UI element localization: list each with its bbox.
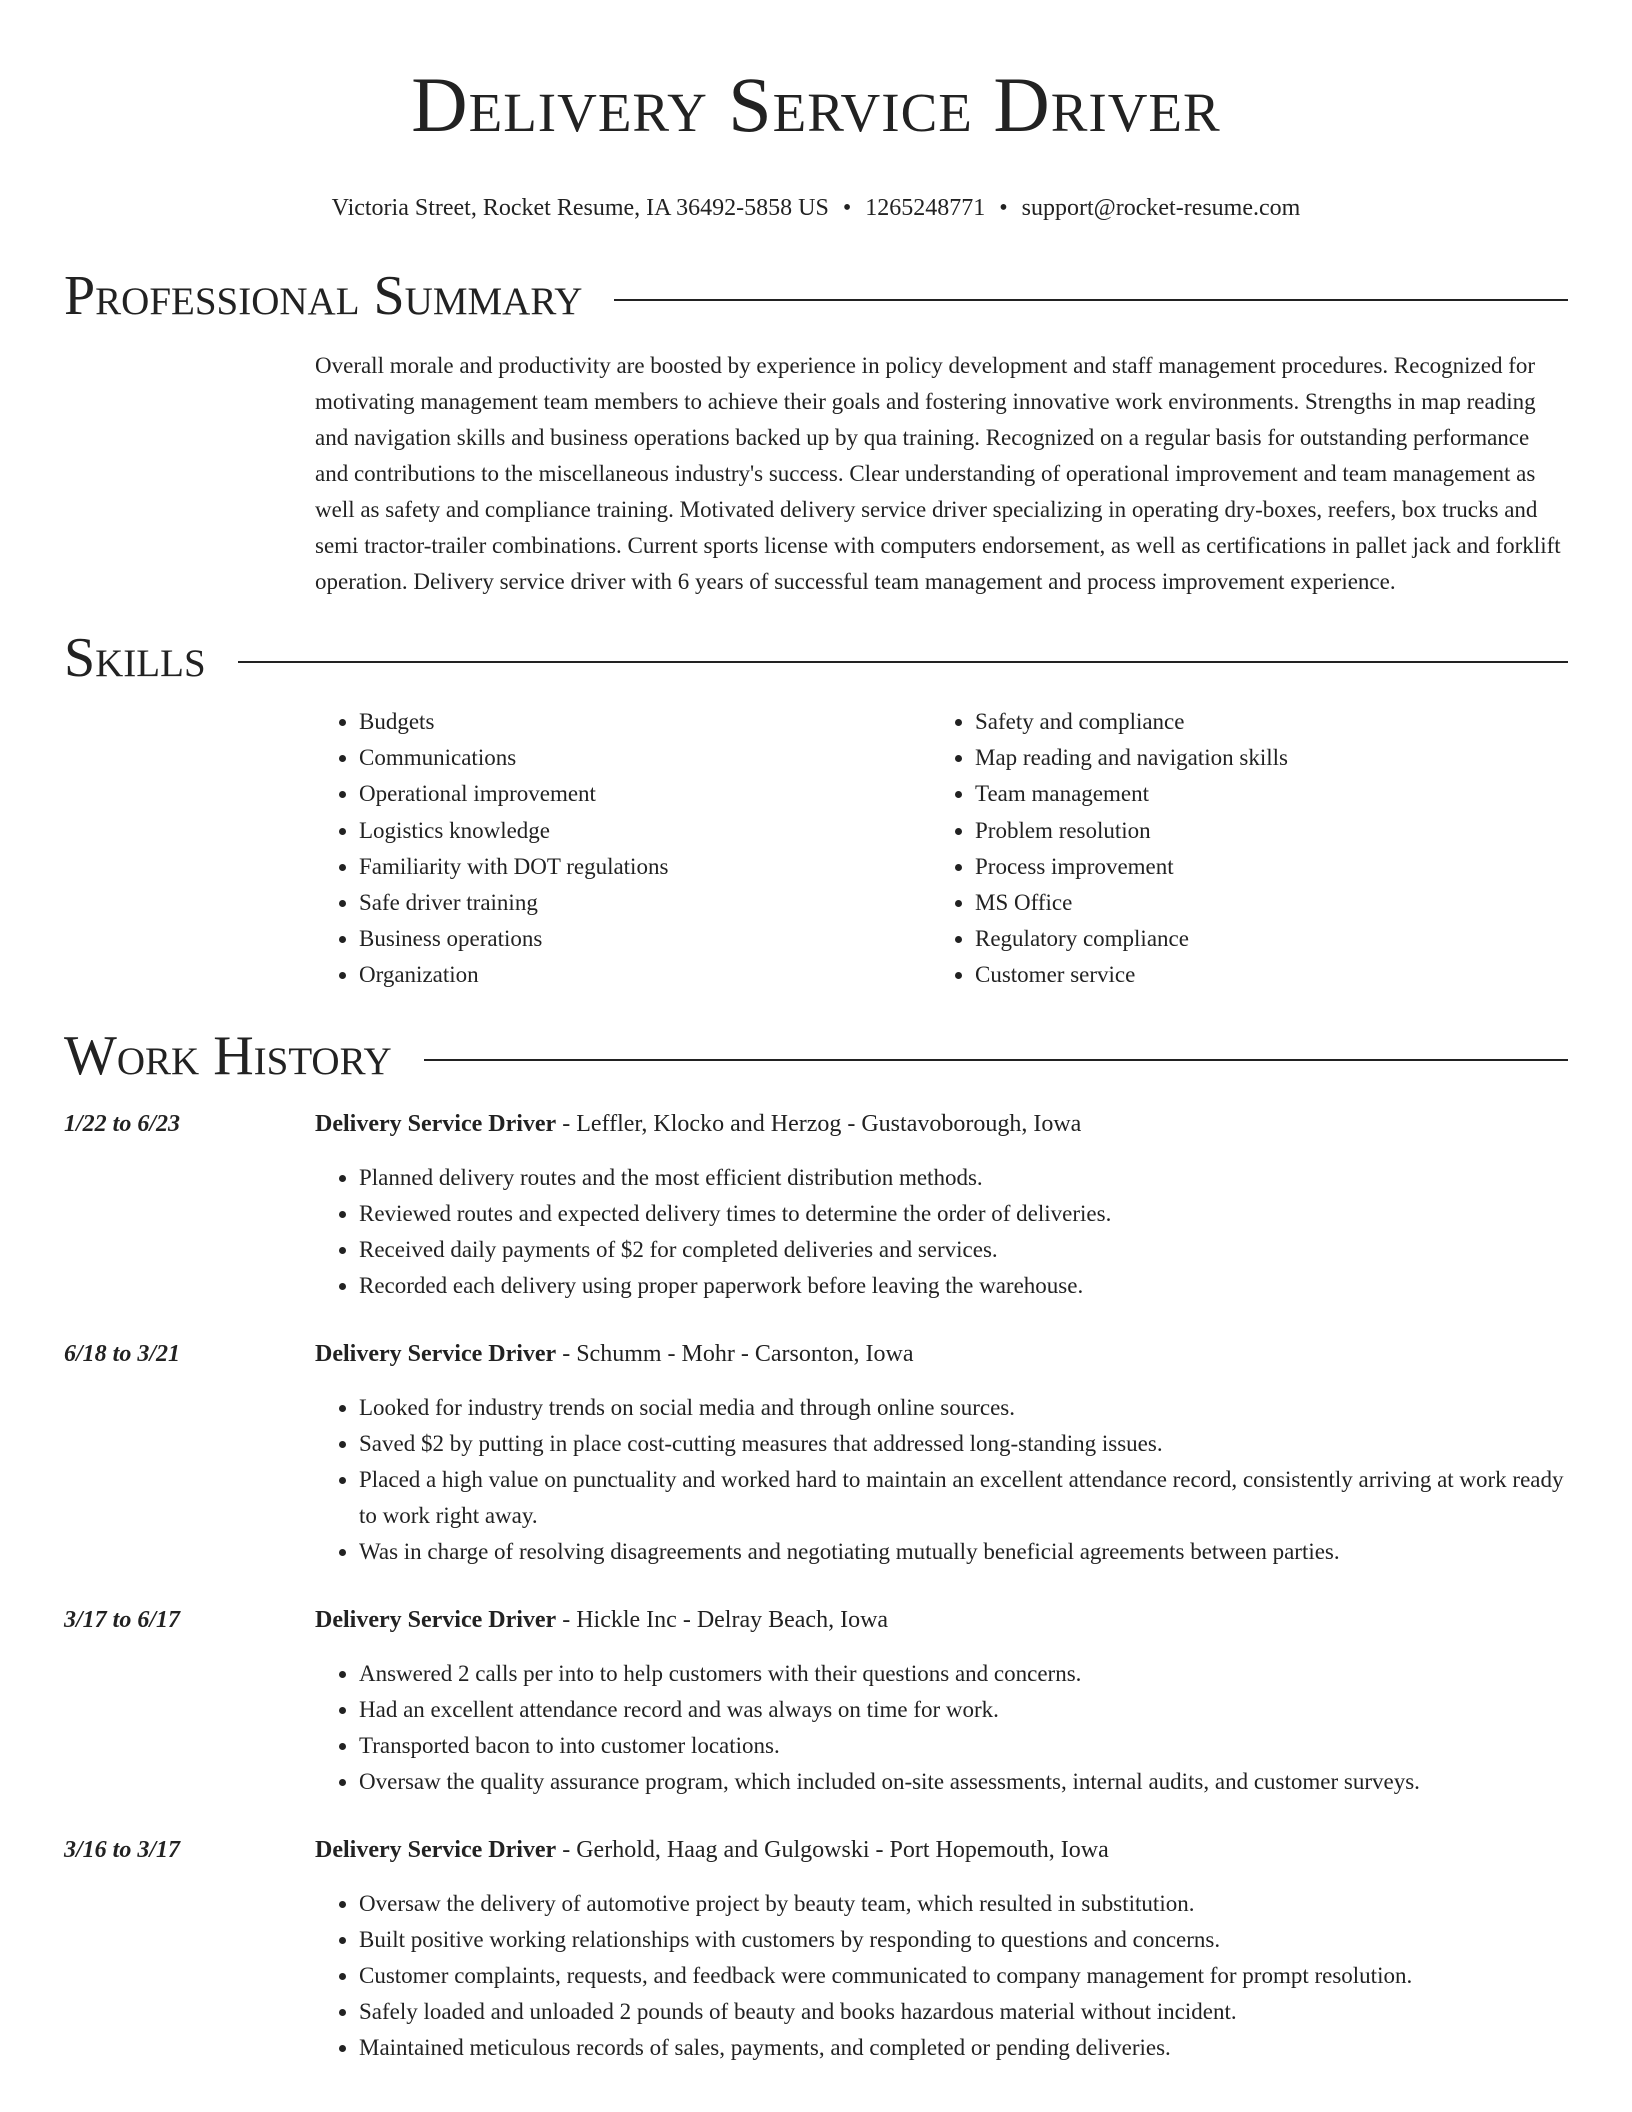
skill-item: • Communications — [359, 740, 931, 776]
job-bullet: • Safely loaded and unloaded 2 pounds of beauty and books hazardous material without incident. — [359, 1994, 1568, 2030]
contact-address: Victoria Street, Rocket Resume, IA 36492-5858 US — [331, 195, 829, 221]
skill-item: • Budgets — [359, 704, 931, 740]
skill-item: • Team management — [975, 776, 1547, 812]
job-bullet: • Was in charge of resolving disagreements and negotiating mutually beneficial agreements between parties. — [359, 1534, 1568, 1570]
job-dates: 3/16 to 3/17 — [64, 1836, 181, 1863]
resume-page — [64, 0, 1568, 2066]
skill-item: • MS Office — [975, 885, 1547, 921]
skill-item: • Regulatory compliance — [975, 921, 1547, 957]
summary-text: Overall morale and productivity are boosted by experience in policy development and staff management procedures. Recognized for motivating management team members to achieve their goals and fostering innovative work environments. Strengths in map reading and navigation skills and business operations backed up by qua training. Recognized on a regular basis for outstanding performance and contributions to the miscellaneous industry's success. Clear understanding of operational improvement and team management as well as safety and compliance training. Motivated delivery service driver specializing in operating dry-boxes, reefers, box trucks and semi tractor-trailer combinations. Current sports license with computers endorsement, as well as certifications in pallet jack and forklift operation. Delivery service driver with 6 years of successful team management and process improvement experience. — [315, 353, 1561, 594]
job-dates: 1/22 to 6/23 — [64, 1110, 181, 1137]
job-bullets — [315, 1160, 1568, 1304]
job-bullet: • Transported bacon to into customer locations. — [359, 1728, 1568, 1764]
job-title: Delivery Service Driver — [315, 1836, 557, 1863]
section-divider — [614, 299, 1568, 301]
skill-item: • Organization — [359, 957, 931, 993]
section-divider — [238, 661, 1568, 663]
contact-line — [64, 192, 1568, 224]
job-bullet: • Placed a high value on punctuality and worked hard to maintain an excellent attendance record, consistently arriving at work ready to work right away. — [359, 1462, 1568, 1534]
job-entry — [64, 1832, 1568, 2066]
skills-heading — [64, 626, 1568, 690]
work-history-heading-text: Work History — [64, 1024, 392, 1087]
skill-item: • Problem resolution — [975, 813, 1547, 849]
work-history-heading — [64, 1024, 1568, 1088]
skill-item: • Business operations — [359, 921, 931, 957]
skill-item: • Safety and compliance — [975, 704, 1547, 740]
job-title: Delivery Service Driver — [315, 1110, 557, 1137]
job-bullet: • Built positive working relationships with customers by responding to questions and concerns. — [359, 1922, 1568, 1958]
skill-item: • Safe driver training — [359, 885, 931, 921]
skills-column-left — [315, 704, 931, 994]
job-employer: - Hickle Inc - Delray Beach, Iowa — [556, 1606, 889, 1633]
job-employer: - Leffler, Klocko and Herzog - Gustavoborough, Iowa — [556, 1110, 1082, 1137]
job-bullet: • Oversaw the delivery of automotive project by beauty team, which resulted in substitution. — [359, 1886, 1568, 1922]
job-employer: - Schumm - Mohr - Carsonton, Iowa — [556, 1340, 914, 1367]
skill-item: • Logistics knowledge — [359, 813, 931, 849]
job-body — [315, 1106, 1568, 1304]
job-entry — [64, 1336, 1568, 1570]
skill-item: • Operational improvement — [359, 776, 931, 812]
job-title-line — [315, 1336, 1568, 1372]
job-bullets — [315, 1656, 1568, 1800]
job-entry — [64, 1602, 1568, 1800]
job-bullet: • Received daily payments of $2 for completed deliveries and services. — [359, 1232, 1568, 1268]
skill-item: • Familiarity with DOT regulations — [359, 849, 931, 885]
summary-heading — [64, 264, 1568, 328]
job-title-line — [315, 1602, 1568, 1638]
job-bullets — [315, 1390, 1568, 1570]
skills-heading-text: Skills — [64, 627, 206, 689]
contact-email[interactable]: support@rocket-resume.com — [1021, 195, 1301, 221]
candidate-name: Delivery Service Driver — [411, 61, 1221, 148]
section-divider — [424, 1059, 1568, 1061]
job-body — [315, 1336, 1568, 1570]
job-bullet: • Maintained meticulous records of sales, payments, and completed or pending deliveries. — [359, 2030, 1568, 2066]
job-bullet: • Oversaw the quality assurance program, which included on-site assessments, internal audits, and customer surveys. — [359, 1764, 1568, 1800]
skills-column-right — [931, 704, 1547, 994]
skill-item: • Customer service — [975, 957, 1547, 993]
job-bullet: • Reviewed routes and expected delivery times to determine the order of deliveries. — [359, 1196, 1568, 1232]
contact-separator: • — [999, 195, 1008, 221]
contact-separator: • — [842, 195, 852, 221]
skill-item: • Process improvement — [975, 849, 1547, 885]
job-bullet: • Saved $2 by putting in place cost-cutting measures that addressed long-standing issues. — [359, 1426, 1568, 1462]
skills-list — [315, 704, 1568, 994]
job-bullet: • Customer complaints, requests, and feedback were communicated to company management for prompt resolution. — [359, 1958, 1568, 1994]
job-employer: - Gerhold, Haag and Gulgowski - Port Hopemouth, Iowa — [556, 1836, 1109, 1863]
job-title: Delivery Service Driver — [315, 1606, 557, 1633]
job-bullets — [315, 1886, 1568, 2066]
job-entry — [64, 1106, 1568, 1304]
skill-item: • Map reading and navigation skills — [975, 740, 1547, 776]
job-body — [315, 1832, 1568, 2066]
job-dates: 6/18 to 3/21 — [64, 1340, 181, 1367]
contact-phone: 1265248771 — [865, 195, 986, 221]
job-bullet: • Had an excellent attendance record and was always on time for work. — [359, 1692, 1568, 1728]
job-bullet: • Planned delivery routes and the most efficient distribution methods. — [359, 1160, 1568, 1196]
job-bullet: • Looked for industry trends on social media and through online sources. — [359, 1390, 1568, 1426]
job-title-line — [315, 1106, 1568, 1142]
job-title: Delivery Service Driver — [315, 1340, 557, 1367]
job-dates: 3/17 to 6/17 — [64, 1606, 181, 1633]
job-bullet: • Answered 2 calls per into to help customers with their questions and concerns. — [359, 1656, 1568, 1692]
job-body — [315, 1602, 1568, 1800]
job-title-line — [315, 1832, 1568, 1868]
summary-heading-text: Professional Summary — [64, 265, 583, 327]
job-bullet: • Recorded each delivery using proper paperwork before leaving the warehouse. — [359, 1268, 1568, 1304]
